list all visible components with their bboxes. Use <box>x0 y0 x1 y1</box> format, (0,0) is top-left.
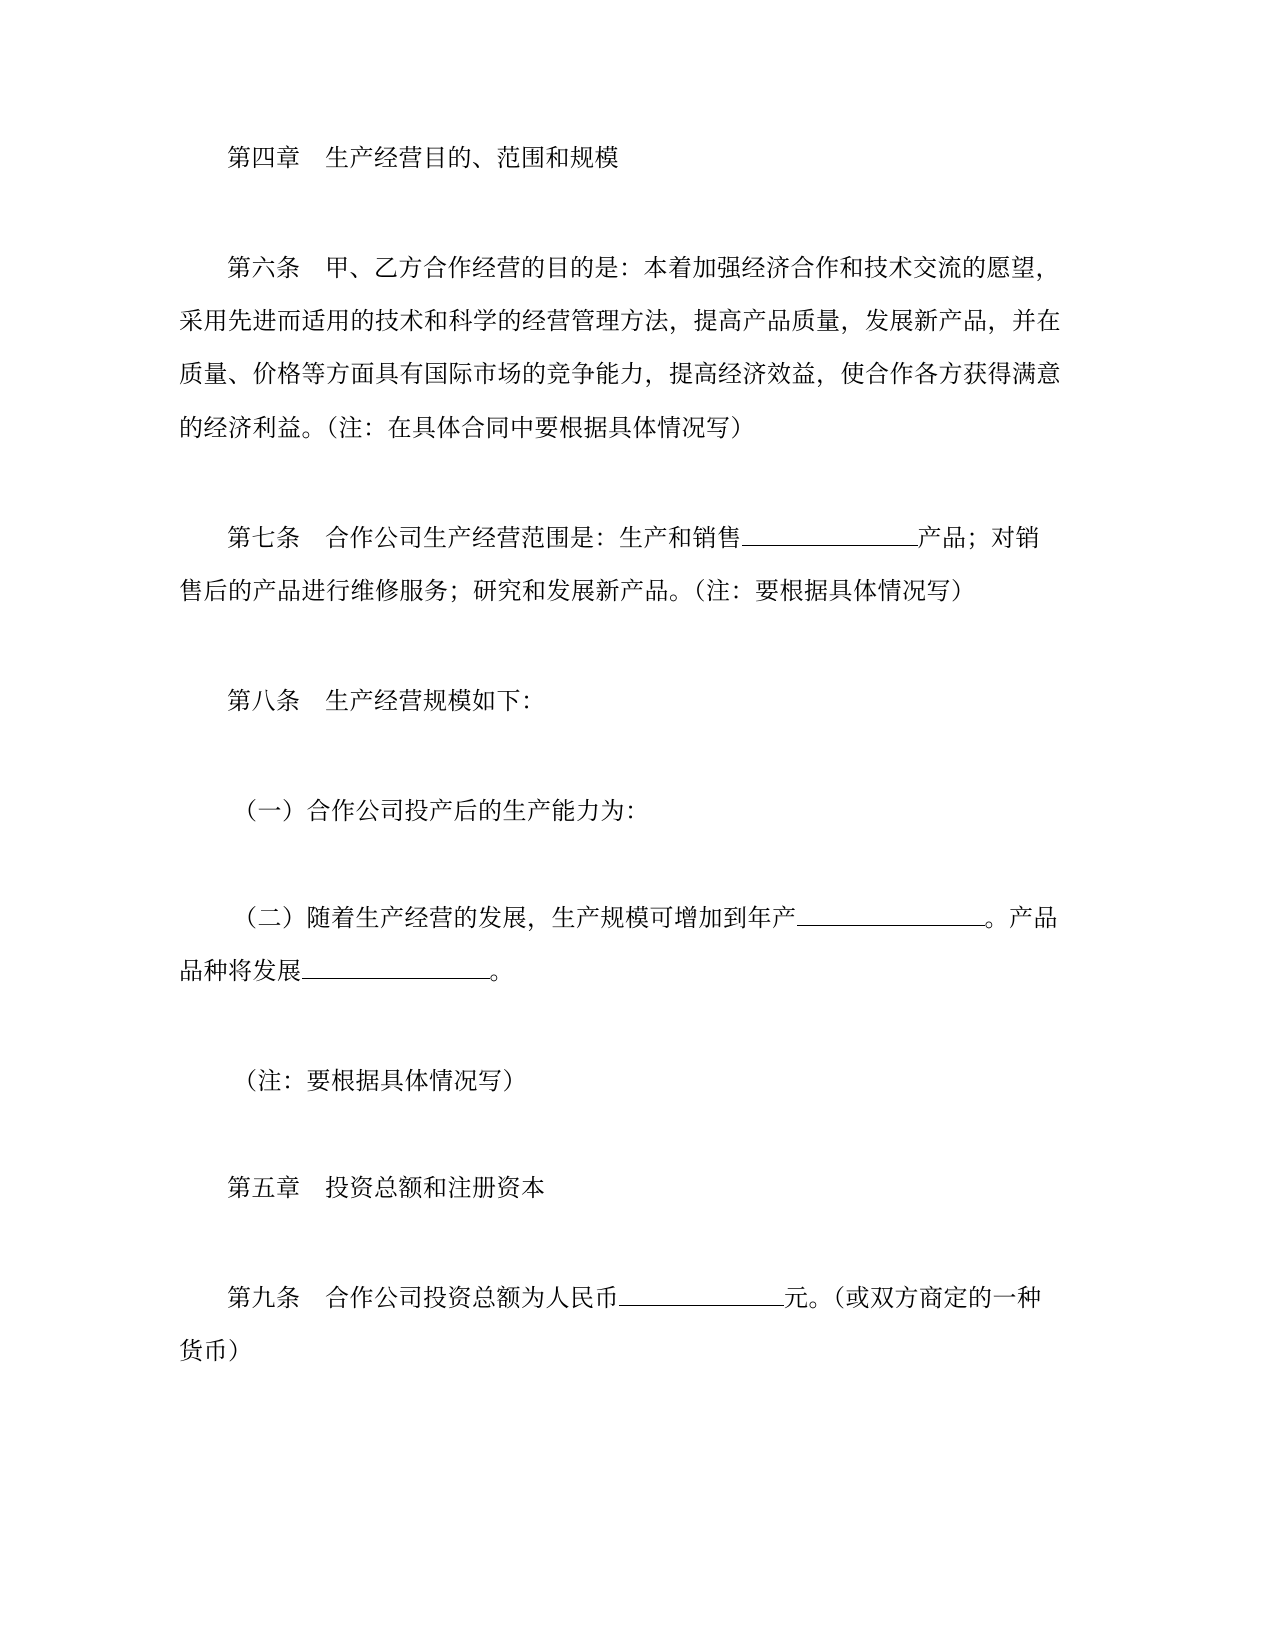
note: （注：要根据具体情况写） <box>233 1067 527 1095</box>
article-6-line-3: 质量、价格等方面具有国际市场的竞争能力，提高经济效益，使合作各方获得满意 <box>179 360 1061 388</box>
chapter-4-heading: 第四章 生产经营目的、范围和规模 <box>227 144 619 172</box>
item-2-text-c: 品种将发展 <box>179 957 302 985</box>
item-2-line-1 <box>233 903 1058 933</box>
item-2-text-a: （二）随着生产经营的发展，生产规模可增加到年产 <box>233 904 797 932</box>
article-6-line-4: 的经济利益。（注：在具体合同中要根据具体情况写） <box>179 414 755 442</box>
article-7-text-b: 产品；对销 <box>917 524 1040 552</box>
article-7-line-2: 售后的产品进行维修服务；研究和发展新产品。（注：要根据具体情况写） <box>179 577 976 605</box>
fill-blank-annual-output <box>797 903 985 926</box>
fill-blank-product <box>742 523 918 546</box>
item-1: （一）合作公司投产后的生产能力为： <box>233 797 650 825</box>
item-2-text-d: 。 <box>489 957 514 985</box>
article-8-heading: 第八条 生产经营规模如下： <box>227 687 546 715</box>
article-7-line-1 <box>227 523 1040 553</box>
article-7-text-a: 第七条 合作公司生产经营范围是：生产和销售 <box>227 524 742 552</box>
fill-blank-product-varieties <box>302 956 490 979</box>
item-2-line-2 <box>179 956 514 986</box>
article-9-text-a: 第九条 合作公司投资总额为人民币 <box>227 1284 619 1312</box>
item-2-text-b: 。产品 <box>984 904 1058 932</box>
article-9-line-1 <box>227 1283 1042 1313</box>
fill-blank-total-investment <box>619 1283 784 1306</box>
chapter-5-heading: 第五章 投资总额和注册资本 <box>227 1174 546 1202</box>
article-9-line-2: 货币） <box>179 1337 253 1365</box>
article-6-line-2: 采用先进而适用的技术和科学的经营管理方法，提高产品质量，发展新产品，并在 <box>179 307 1061 335</box>
article-6-line-1: 第六条 甲、乙方合作经营的目的是：本着加强经济合作和技术交流的愿望， <box>227 254 1060 282</box>
article-9-text-b: 元。（或双方商定的一种 <box>784 1284 1042 1312</box>
